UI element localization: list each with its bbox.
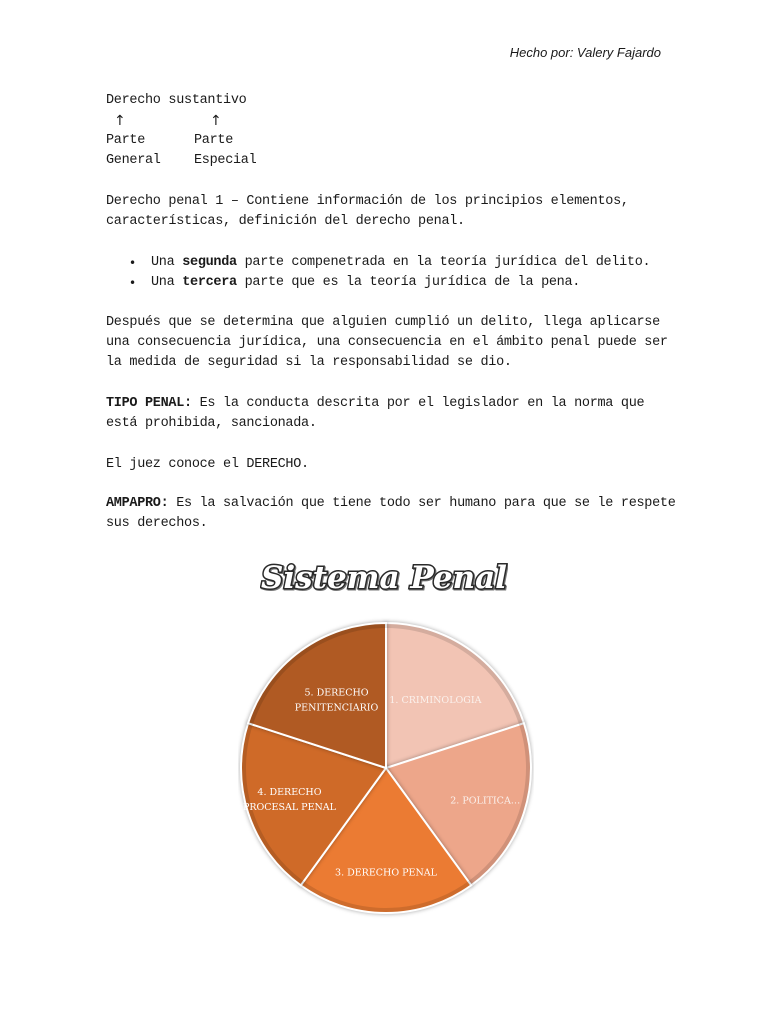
parte-general-line2: General: [106, 153, 161, 168]
paragraph-line: Derecho penal 1 – Contiene información de los principios elementos,: [106, 194, 629, 209]
parte-especial-line1: Parte: [194, 133, 234, 148]
paragraph-line: una consecuencia jurídica, una consecuencia en el ámbito penal puede ser: [106, 335, 668, 350]
author-credit: Hecho por: Valery Fajardo: [509, 45, 661, 60]
amparo-term: AMPAPRO:: [106, 496, 169, 511]
juez-paragraph: [106, 455, 686, 475]
parte-especial-line2: Especial: [194, 153, 257, 168]
paragraph-line: Después que se determina que alguien cumplió un delito, llega aplicarse: [106, 315, 660, 330]
paragraph-line: sus derechos.: [106, 516, 208, 531]
sustantivo-diagram: [106, 91, 686, 168]
tipo-penal-paragraph: [106, 394, 686, 434]
paragraph-line: la medida de seguridad si la responsabilidad se dio.: [106, 355, 512, 370]
chart-title-text: Sistema Penal: [261, 560, 507, 596]
pie-slice-label: 5. DERECHO PENITENCIARIO: [294, 687, 379, 714]
list-item: [106, 273, 686, 293]
pie-slice-label: 2. POLITICA…: [450, 795, 521, 807]
bullet-icon: •: [129, 256, 136, 270]
paragraph-line: Es la conducta descrita por el legislador en la norma que: [191, 396, 645, 411]
bullet-list: [106, 253, 686, 293]
penal1-paragraph: [106, 192, 686, 232]
list-item: [106, 253, 686, 273]
paragraph-line: El juez conoce el DERECHO.: [106, 457, 309, 472]
bullet-bold: tercera: [182, 275, 237, 290]
paragraph-line: está prohibida, sancionada.: [106, 416, 317, 431]
bullet-text: parte compenetrada en la teoría jurídica del delito.: [236, 255, 651, 270]
chart-title: [260, 553, 508, 603]
arrow-up-icon: ↑: [114, 113, 126, 129]
arrow-up-icon: ↑: [210, 113, 222, 129]
bullet-bold: segunda: [182, 255, 237, 270]
bullet-text: Una: [151, 275, 183, 290]
parte-general-line1: Parte: [106, 133, 146, 148]
pie-slice-label: 3. DERECHO PENAL: [335, 867, 437, 879]
amparo-paragraph: [106, 494, 686, 534]
pie-slice-label: 1. CRIMINOLOGIA: [389, 694, 482, 706]
bullet-text: parte que es la teoría jurídica de la pena.: [236, 275, 581, 290]
despues-paragraph: [106, 313, 686, 373]
pie-chart: [238, 612, 534, 924]
pie-slice-label: 4. DERECHO PROCESAL PENAL: [242, 786, 336, 813]
sustantivo-title: Derecho sustantivo: [106, 93, 247, 108]
bullet-icon: •: [129, 276, 136, 290]
paragraph-line: Es la salvación que tiene todo ser humano para que se le respete: [168, 496, 676, 511]
paragraph-line: características, definición del derecho penal.: [106, 214, 465, 229]
bullet-text: Una: [151, 255, 183, 270]
tipo-penal-term: TIPO PENAL:: [106, 396, 192, 411]
